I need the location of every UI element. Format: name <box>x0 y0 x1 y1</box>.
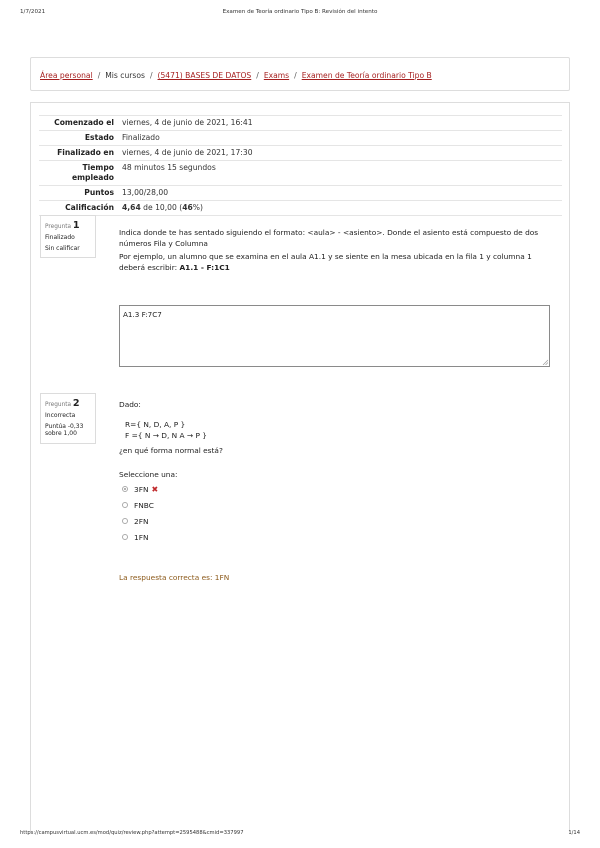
breadcrumb-area-personal[interactable]: Área personal <box>40 71 93 80</box>
time-label: Tiempo empleado <box>39 161 118 186</box>
radio-icon[interactable] <box>122 518 128 524</box>
question-1-text <box>119 227 553 273</box>
state-label: Estado <box>39 131 118 146</box>
question-1-text-line1: Indica donde te has sentado siguiendo el formato: <aula> - <asiento>. Donde el asiento está compuesto de dos números Fila y Columna <box>119 228 539 248</box>
option-3fn[interactable] <box>122 485 158 495</box>
print-page-number: 1/14 <box>568 830 580 836</box>
question-2-select-prompt: Seleccione una: <box>119 470 178 479</box>
option-2fn[interactable] <box>122 517 148 527</box>
question-1-text-line2 <box>119 251 553 273</box>
started-label: Comenzado el <box>39 116 118 131</box>
question-number: 1 <box>72 220 80 231</box>
finished-label: Finalizado en <box>39 146 118 161</box>
state-value: Finalizado <box>118 131 562 146</box>
correct-answer-feedback: La respuesta correcta es: 1FN <box>119 573 230 582</box>
summary-row-points <box>39 186 562 201</box>
resize-handle-icon[interactable] <box>542 359 548 365</box>
question-1-answer-textarea[interactable] <box>119 305 550 367</box>
breadcrumb-separator: / <box>149 71 153 80</box>
question-2-dado: Dado: <box>119 400 141 409</box>
radio-icon[interactable] <box>122 502 128 508</box>
summary-row-started <box>39 116 562 131</box>
print-date: 1/7/2021 <box>20 9 46 15</box>
breadcrumb-exam[interactable]: Examen de Teoría ordinario Tipo B <box>301 71 432 80</box>
breadcrumb-mis-cursos: Mis cursos <box>105 71 145 80</box>
started-value: viernes, 4 de junio de 2021, 16:41 <box>118 116 562 131</box>
option-label: 3FN <box>134 485 149 494</box>
quiz-review <box>30 102 570 832</box>
question-2-state: Incorrecta <box>45 412 76 419</box>
question-2-info <box>40 393 96 444</box>
question-1-info <box>40 215 96 258</box>
grade-of: de 10,00 ( <box>143 203 183 212</box>
grade-close: %) <box>192 203 203 212</box>
question-1-example-intro: Por ejemplo, un alumno que se examina en el aula A1.1 y se siente en la mesa ubicada en la fila 1 y columna 1 deberá escribir: <box>119 252 532 272</box>
option-1fn[interactable] <box>122 533 148 543</box>
time-value: 48 minutos 15 segundos <box>118 161 562 186</box>
breadcrumb-course[interactable]: (5471) BASES DE DATOS <box>157 71 252 80</box>
breadcrumb <box>40 71 432 80</box>
grade-percent: 46 <box>182 203 193 212</box>
finished-value: viernes, 4 de junio de 2021, 17:30 <box>118 146 562 161</box>
breadcrumb-separator: / <box>97 71 101 80</box>
option-label: FNBC <box>134 501 154 510</box>
radio-icon[interactable] <box>122 534 128 540</box>
summary-row-time <box>39 161 562 186</box>
question-2-question: ¿en qué forma normal está? <box>119 446 223 455</box>
grade-number: 4,64 <box>122 203 141 212</box>
summary-row-finished <box>39 146 562 161</box>
incorrect-x-icon: ✖ <box>151 485 159 494</box>
breadcrumb-separator: / <box>294 71 297 80</box>
breadcrumb-bar <box>30 57 570 91</box>
attempt-summary <box>39 115 562 216</box>
summary-row-state <box>39 131 562 146</box>
print-url: https://campusvirtual.ucm.es/mod/quiz/review.php?attempt=2595488&cmid=337997 <box>20 830 244 836</box>
breadcrumb-exams[interactable]: Exams <box>263 71 290 80</box>
question-2-dependencies: F ={ N → D, N A → P } <box>125 431 207 440</box>
question-2-relation: R={ N, D, A, P } <box>125 420 186 429</box>
question-1-answer: A1.3 F:7C7 <box>123 310 162 319</box>
question-prefix: Pregunta <box>45 402 72 408</box>
question-1-example: A1.1 - F:1C1 <box>179 263 230 272</box>
print-title: Examen de Teoría ordinario Tipo B: Revisión del intento <box>222 9 378 15</box>
grade-value <box>118 201 562 216</box>
question-1-number <box>45 220 80 231</box>
question-1-state: Finalizado <box>45 234 75 241</box>
question-prefix: Pregunta <box>45 224 72 230</box>
radio-selected-icon[interactable] <box>122 486 128 492</box>
option-label: 1FN <box>134 533 149 542</box>
summary-row-grade <box>39 201 562 216</box>
option-label: 2FN <box>134 517 149 526</box>
question-2-grade: Puntúa -0,33 sobre 1,00 <box>45 422 84 437</box>
option-fnbc[interactable] <box>122 501 154 511</box>
points-label: Puntos <box>39 186 118 201</box>
points-value: 13,00/28,00 <box>118 186 562 201</box>
grade-label: Calificación <box>39 201 118 216</box>
question-2-number <box>45 398 80 409</box>
question-1-grade: Sin calificar <box>45 244 80 252</box>
question-number: 2 <box>72 398 80 409</box>
breadcrumb-separator: / <box>256 71 259 80</box>
